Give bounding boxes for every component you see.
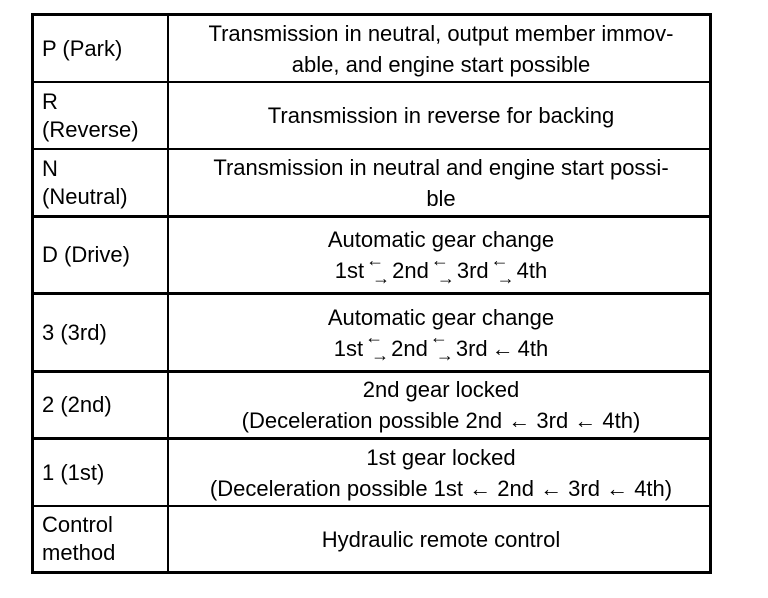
description-cell-park	[171, 16, 711, 81]
description-line: Transmission in neutral and engine start possi-	[213, 154, 669, 180]
bidirectional-arrow-icon: ← →	[429, 327, 454, 365]
description-line: (Deceleration possible 2nd ← 3rd ← 4th)	[241, 408, 641, 433]
gear-label: 1st	[333, 335, 364, 361]
gear-label: 2nd	[391, 335, 428, 361]
gear-sequence	[333, 327, 549, 365]
position-cell-neutral	[42, 150, 167, 215]
position-label: P (Park)	[42, 35, 123, 61]
position-label: D (Drive)	[42, 242, 130, 267]
position-label: N (Neutral)	[42, 155, 128, 209]
description-line: 2nd gear locked	[362, 377, 520, 402]
position-cell-control-method	[42, 507, 167, 571]
gear-label: 4th	[516, 258, 548, 283]
position-label: 2 (2nd)	[42, 392, 112, 417]
description-cell-third	[171, 295, 711, 370]
bidirectional-arrow-icon: ← →	[490, 249, 515, 288]
description-cell-neutral	[171, 150, 711, 215]
position-cell-third	[42, 295, 167, 370]
description-cell-reverse	[171, 83, 711, 148]
gear-label: 2nd	[392, 258, 429, 283]
description-line: able, and engine start possible	[291, 51, 591, 77]
position-cell-first	[42, 440, 167, 505]
description-line: Hydraulic remote control	[321, 526, 561, 552]
position-label: 3 (3rd)	[42, 319, 107, 345]
description-line: Transmission in neutral, output member immov-	[208, 20, 674, 46]
gear-label: 3rd	[456, 258, 489, 283]
description-line: (Deceleration possible 1st ← 2nd ← 3rd ← 4th)	[209, 475, 673, 501]
gear-label: 3rd	[455, 335, 488, 361]
bidirectional-arrow-icon: ← →	[430, 249, 455, 288]
position-cell-park	[42, 16, 167, 81]
description-line: ble	[426, 185, 456, 211]
position-cell-drive	[42, 218, 167, 292]
gear-label: 4th	[517, 335, 549, 361]
position-cell-second	[42, 373, 167, 437]
gear-label: 1st	[334, 258, 365, 283]
left-arrow-icon: ←	[491, 335, 514, 361]
bidirectional-arrow-icon: ← →	[365, 327, 390, 365]
description-cell-control-method	[171, 507, 711, 571]
position-label: 1 (1st)	[42, 459, 105, 485]
description-cell-drive	[171, 218, 711, 292]
position-label: R (Reverse)	[42, 88, 139, 142]
position-cell-reverse	[42, 83, 167, 148]
description-line: Automatic gear change	[327, 227, 555, 252]
shift-position-table	[31, 13, 712, 574]
description-line: Automatic gear change	[327, 304, 555, 330]
description-line: 1st gear locked	[366, 444, 516, 470]
description-cell-second	[171, 373, 711, 437]
position-label: Control method	[42, 512, 116, 565]
gear-sequence	[334, 249, 548, 288]
description-cell-first	[171, 440, 711, 505]
bidirectional-arrow-icon: ← →	[366, 249, 391, 288]
description-line: Transmission in reverse for backing	[267, 103, 615, 128]
